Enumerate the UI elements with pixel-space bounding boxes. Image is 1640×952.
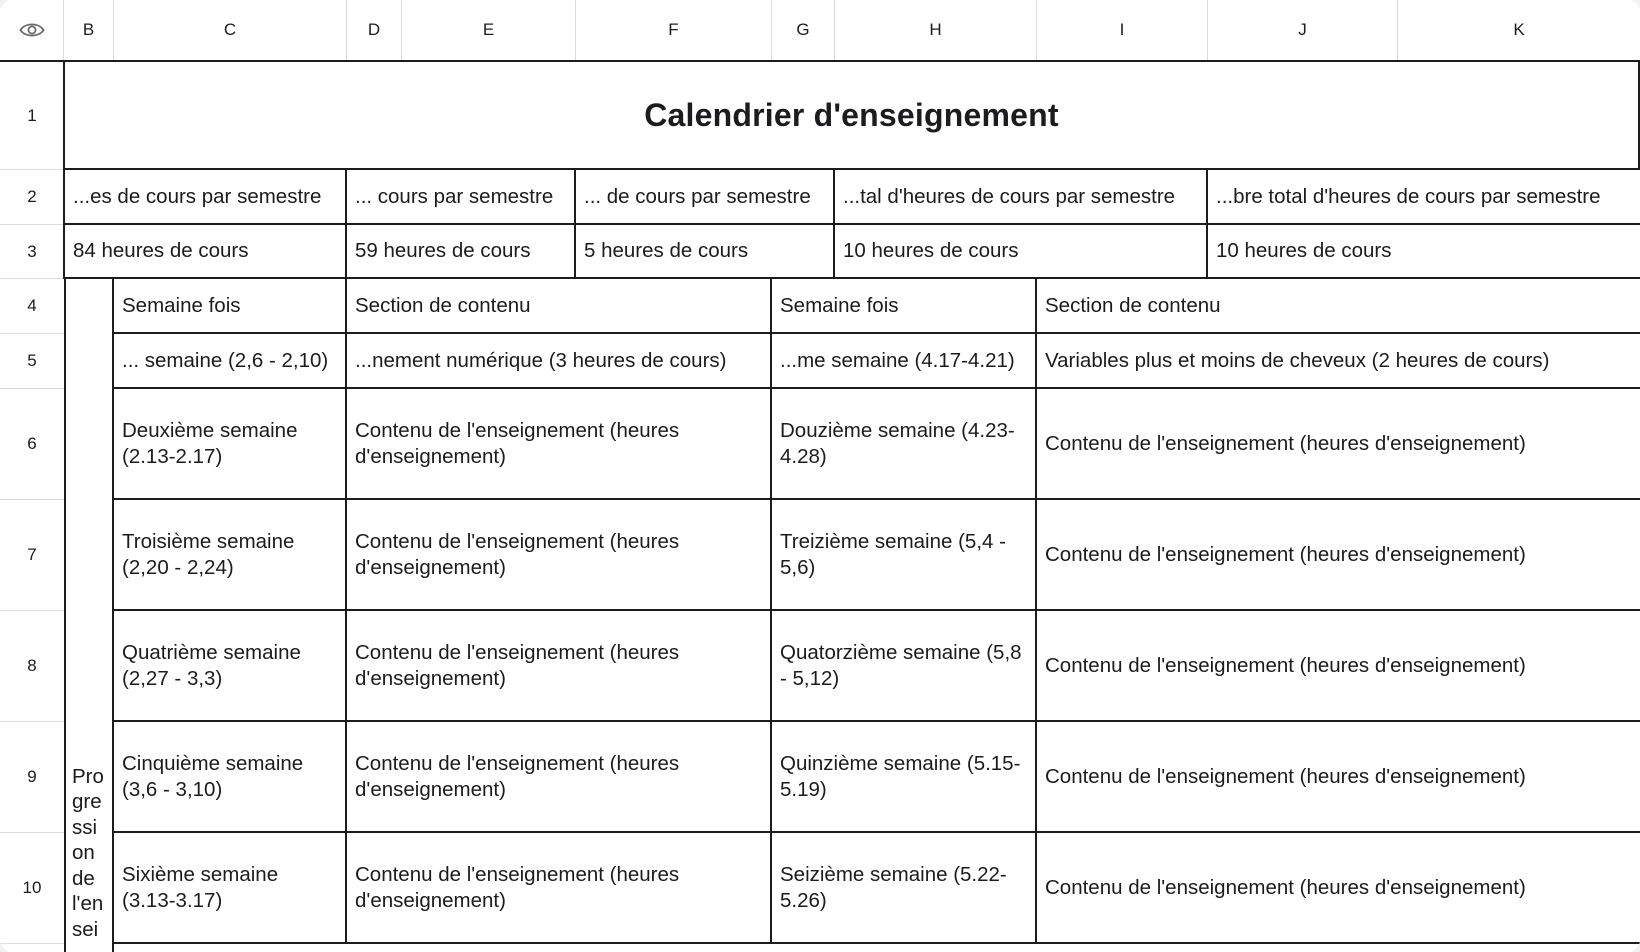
content-cell-left[interactable]: Contenu de l'enseignement (heures d'enseignement) <box>347 833 772 944</box>
content-cell-right[interactable]: Contenu de l'enseignement (heures d'enseignement) <box>1037 389 1640 500</box>
summary-value-cell[interactable]: 10 heures de cours <box>835 225 1208 279</box>
content-cell-left[interactable]: Contenu de l'enseignement (heures d'enseignement) <box>347 611 772 722</box>
week-cell-right[interactable]: Quinzième semaine (5.15-5.19) <box>772 722 1037 833</box>
column-header-e[interactable]: E <box>402 0 576 60</box>
content-cell-left[interactable]: Contenu de l'enseignement (heures d'enseignement) <box>347 722 772 833</box>
content-cell-right[interactable]: Contenu de l'enseignement (heures d'enseignement) <box>1037 500 1640 611</box>
summary-header-cell[interactable]: ... de cours par semestre <box>576 170 835 225</box>
row-header-10[interactable]: 10 <box>0 833 64 944</box>
week-header-right[interactable]: Semaine fois <box>772 279 1037 334</box>
row-header-8[interactable]: 8 <box>0 611 64 722</box>
sheet-title[interactable]: Calendrier d'enseignement <box>63 62 1640 170</box>
content-header-right[interactable]: Section de contenu <box>1037 279 1640 334</box>
content-cell-left[interactable]: Contenu de l'enseignement (heures d'enseignement) <box>347 500 772 611</box>
progression-label: Progression de l'ensei <box>72 764 104 941</box>
column-header-i[interactable]: I <box>1037 0 1208 60</box>
content-cell-right[interactable]: Contenu de l'enseignement (heures d'enseignement) <box>1037 611 1640 722</box>
column-header-j[interactable]: J <box>1208 0 1398 60</box>
summary-value-cell[interactable]: 84 heures de cours <box>63 225 347 279</box>
summary-header-cell[interactable]: ...bre total d'heures de cours par semestre <box>1208 170 1640 225</box>
summary-value-cell[interactable]: 10 heures de cours <box>1208 225 1640 279</box>
column-header-f[interactable]: F <box>576 0 772 60</box>
row-header-5[interactable]: 5 <box>0 334 64 389</box>
summary-value-cell[interactable]: 5 heures de cours <box>576 225 835 279</box>
week-cell-right[interactable]: Seizième semaine (5.22-5.26) <box>772 833 1037 944</box>
column-header-k[interactable]: K <box>1398 0 1640 60</box>
week-cell-right[interactable]: ...me semaine (4.17-4.21) <box>772 334 1037 389</box>
week-cell-left[interactable]: ... semaine (2,6 - 2,10) <box>114 334 347 389</box>
row-header-1[interactable]: 1 <box>0 62 64 170</box>
column-header-b[interactable]: B <box>64 0 114 60</box>
week-cell-right[interactable]: Treizième semaine (5,4 - 5,6) <box>772 500 1037 611</box>
row-header-6[interactable]: 6 <box>0 389 64 500</box>
summary-header-cell[interactable]: ...es de cours par semestre <box>63 170 347 225</box>
row-header-4[interactable]: 4 <box>0 279 64 334</box>
eye-icon <box>19 21 45 39</box>
content-cell-right[interactable]: Contenu de l'enseignement (heures d'enseignement) <box>1037 722 1640 833</box>
progression-label-cell[interactable] <box>64 279 114 952</box>
row-header-7[interactable]: 7 <box>0 500 64 611</box>
row-header-2[interactable]: 2 <box>0 170 64 225</box>
visibility-toggle[interactable] <box>0 0 64 60</box>
column-header-g[interactable]: G <box>772 0 835 60</box>
column-header-d[interactable]: D <box>347 0 402 60</box>
summary-header-cell[interactable]: ...tal d'heures de cours par semestre <box>835 170 1208 225</box>
summary-value-cell[interactable]: 59 heures de cours <box>347 225 576 279</box>
content-header-left[interactable]: Section de contenu <box>347 279 772 334</box>
content-cell-right[interactable]: Variables plus et moins de cheveux (2 heures de cours) <box>1037 334 1640 389</box>
week-cell-left[interactable]: Deuxième semaine (2.13-2.17) <box>114 389 347 500</box>
column-header-c[interactable]: C <box>114 0 347 60</box>
week-cell-right[interactable]: Quatorzième semaine (5,8 - 5,12) <box>772 611 1037 722</box>
summary-header-cell[interactable]: ... cours par semestre <box>347 170 576 225</box>
content-cell-right[interactable]: Contenu de l'enseignement (heures d'enseignement) <box>1037 833 1640 944</box>
column-header-h[interactable]: H <box>835 0 1037 60</box>
week-header-left[interactable]: Semaine fois <box>114 279 347 334</box>
row-header-3[interactable]: 3 <box>0 225 64 279</box>
week-cell-left[interactable]: Cinquième semaine (3,6 - 3,10) <box>114 722 347 833</box>
content-cell-left[interactable]: ...nement numérique (3 heures de cours) <box>347 334 772 389</box>
week-cell-right[interactable]: Douzième semaine (4.23-4.28) <box>772 389 1037 500</box>
week-cell-left[interactable]: Troisième semaine (2,20 - 2,24) <box>114 500 347 611</box>
row-header-9[interactable]: 9 <box>0 722 64 833</box>
week-cell-left[interactable]: Quatrième semaine (2,27 - 3,3) <box>114 611 347 722</box>
content-cell-left[interactable]: Contenu de l'enseignement (heures d'enseignement) <box>347 389 772 500</box>
week-cell-left[interactable]: Sixième semaine (3.13-3.17) <box>114 833 347 944</box>
